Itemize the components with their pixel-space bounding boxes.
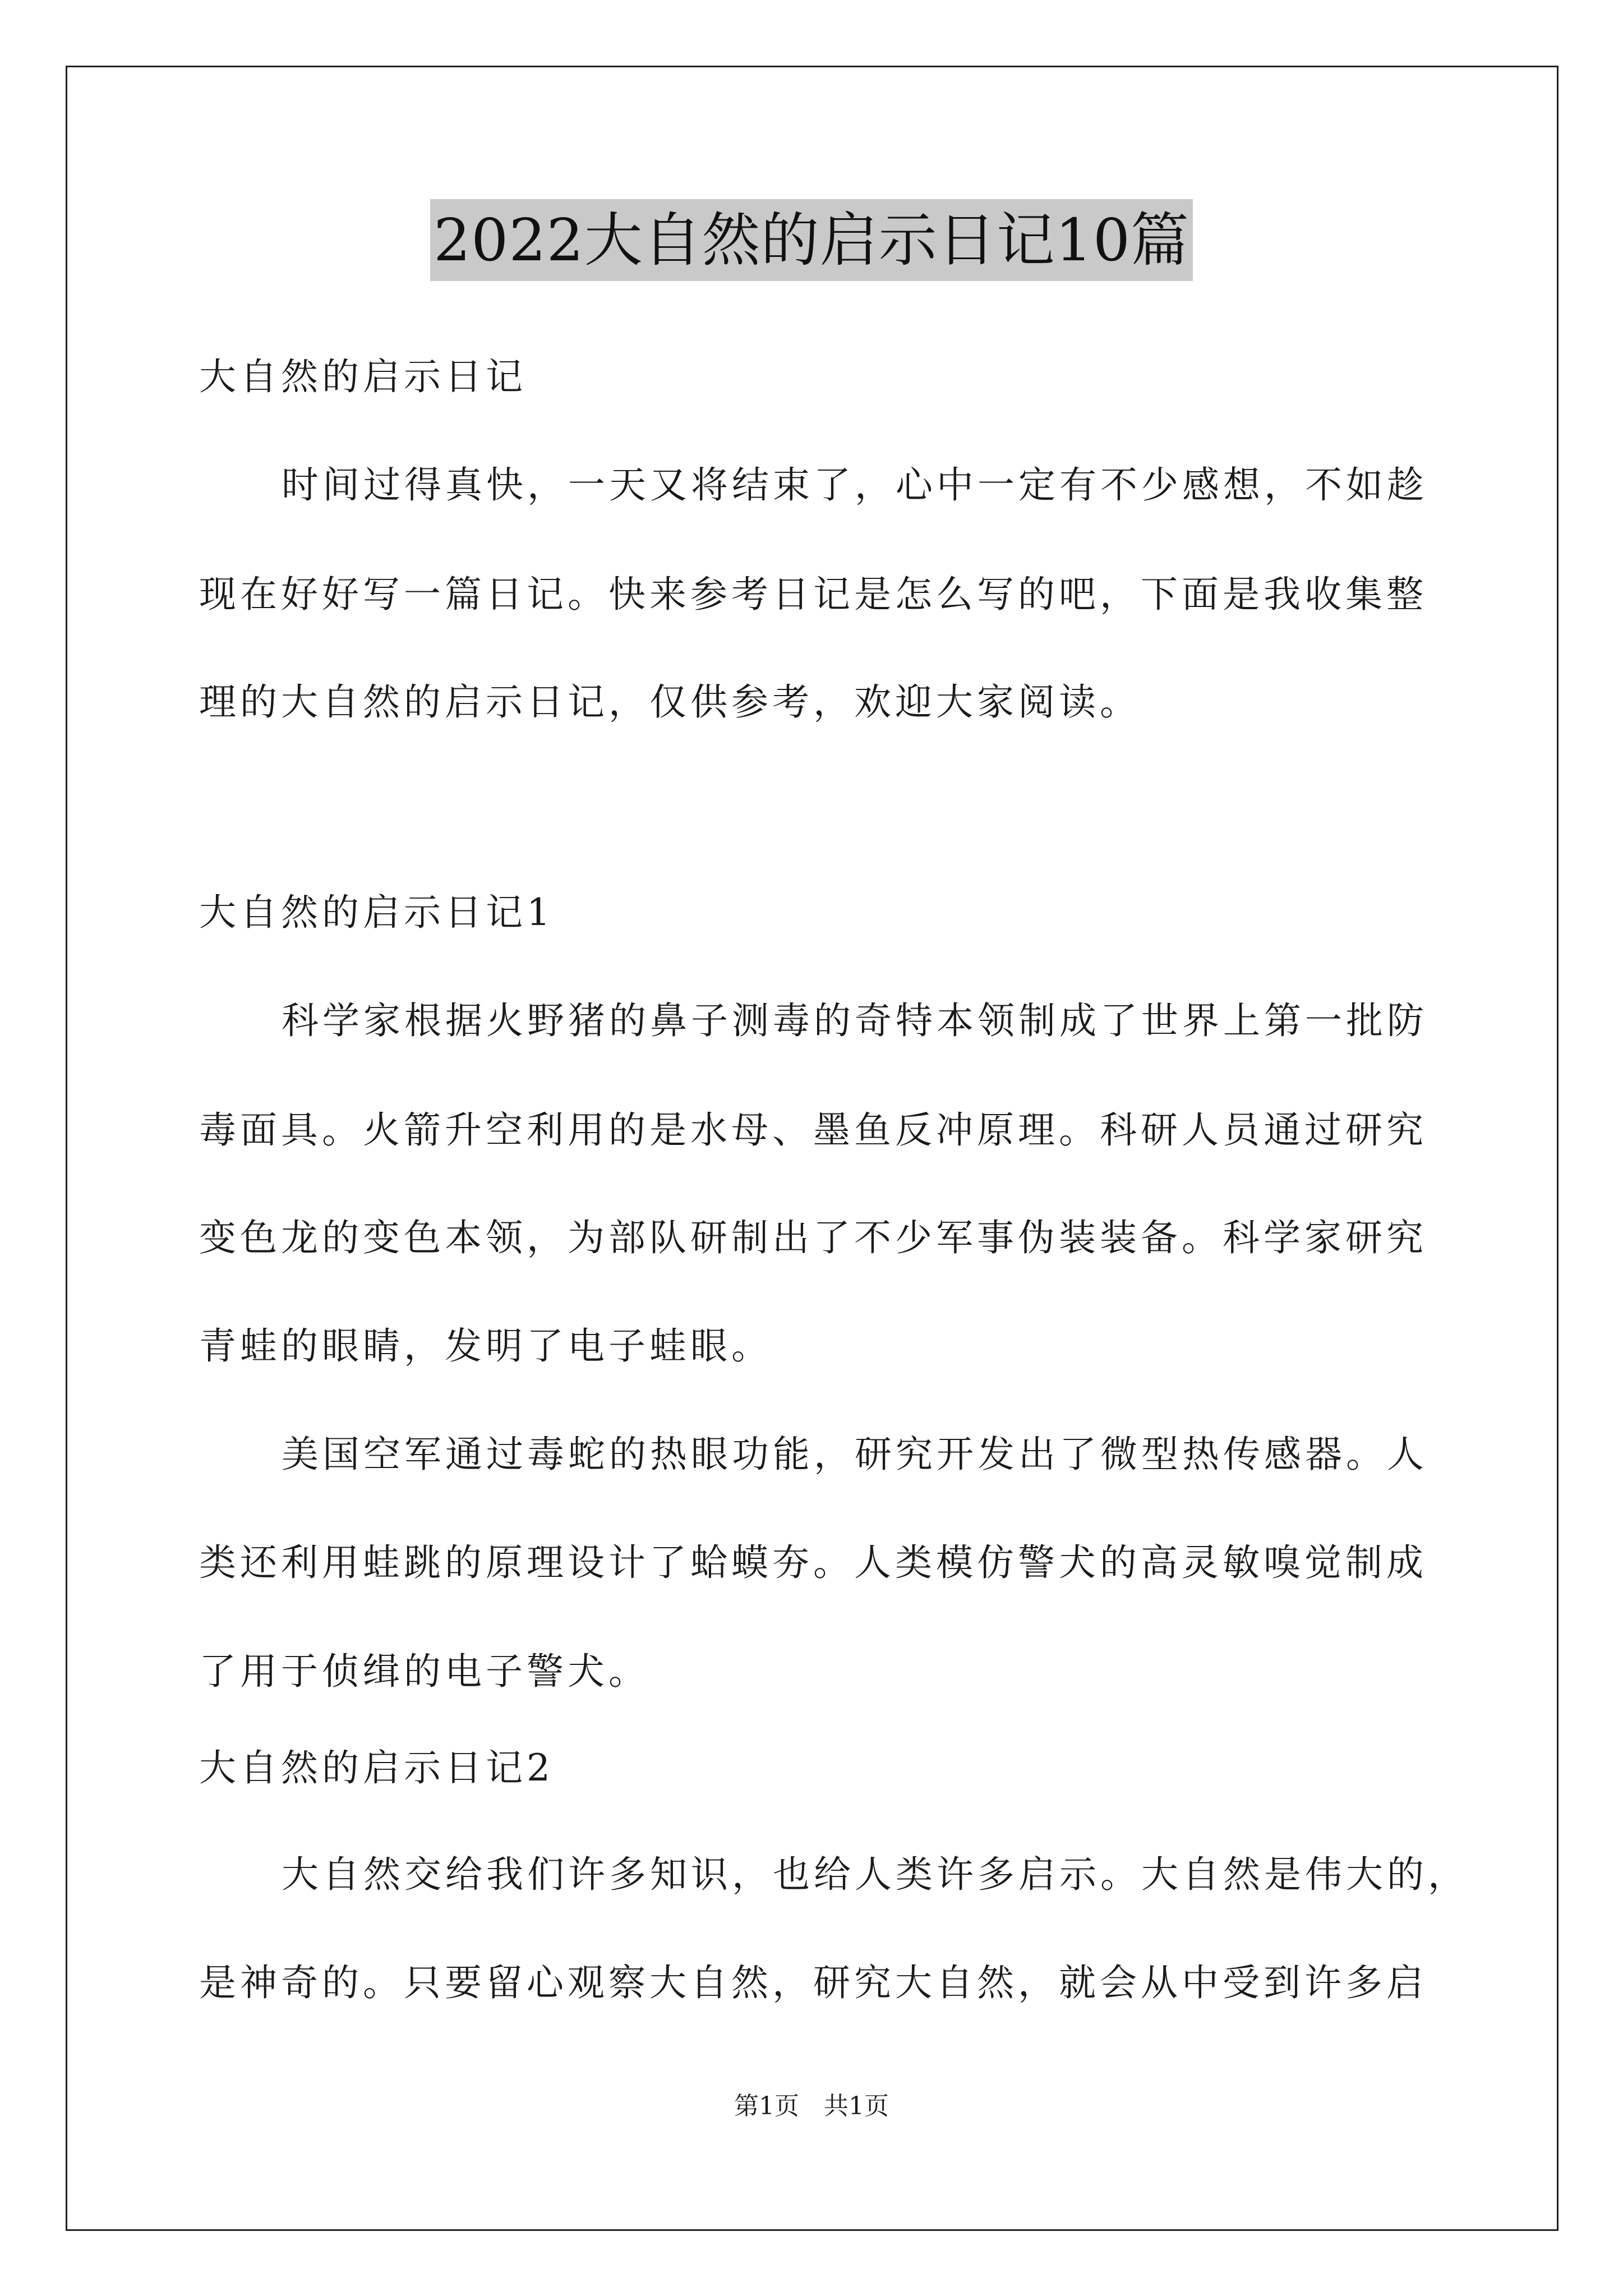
section1-para1-line-4: 青蛙的眼睛，发明了电子蛙眼。 [199,1324,772,1368]
section2-para1-line-1: 大自然交给我们许多知识，也给人类许多启示。大自然是伟大的， [282,1853,1469,1896]
section1-para2-line-1: 美国空军通过毒蛇的热眼功能，研究开发出了微型热传感器。人 [282,1433,1428,1476]
intro-heading: 大自然的启示日记 [199,355,527,398]
section1-para2-line-2: 类还利用蛙跳的原理设计了蛤蟆夯。人类模仿警犬的高灵敏嗅觉制成 [199,1541,1427,1584]
page-number-footer: 第1页 共1页 [734,2092,889,2120]
intro-line-1: 时间过得真快，一天又将结束了，心中一定有不少感想，不如趁 [282,463,1428,507]
section1-para2-line-3: 了用于侦缉的电子警犬。 [199,1650,649,1693]
intro-line-3: 理的大自然的启示日记，仅供参考，欢迎大家阅读。 [199,680,1141,724]
section1-para1-line-1: 科学家根据火野猪的鼻子测毒的奇特本领制成了世界上第一批防 [282,999,1428,1042]
section1-para1-line-2: 毒面具。火箭升空利用的是水母、墨鱼反冲原理。科研人员通过研究 [199,1108,1427,1152]
section1-para1-line-3: 变色龙的变色本领，为部队研制出了不少军事伪装装备。科学家研究 [199,1216,1427,1259]
title-container [0,199,1623,281]
document-title: 2022大自然的启示日记10篇 [430,199,1193,281]
section2-heading: 大自然的启示日记2 [199,1746,554,1789]
intro-line-2: 现在好好写一篇日记。快来参考日记是怎么写的吧，下面是我收集整 [199,573,1427,616]
section2-para1-line-2: 是神奇的。只要留心观察大自然，研究大自然，就会从中受到许多启 [199,1961,1427,2004]
section1-heading: 大自然的启示日记1 [199,891,554,934]
